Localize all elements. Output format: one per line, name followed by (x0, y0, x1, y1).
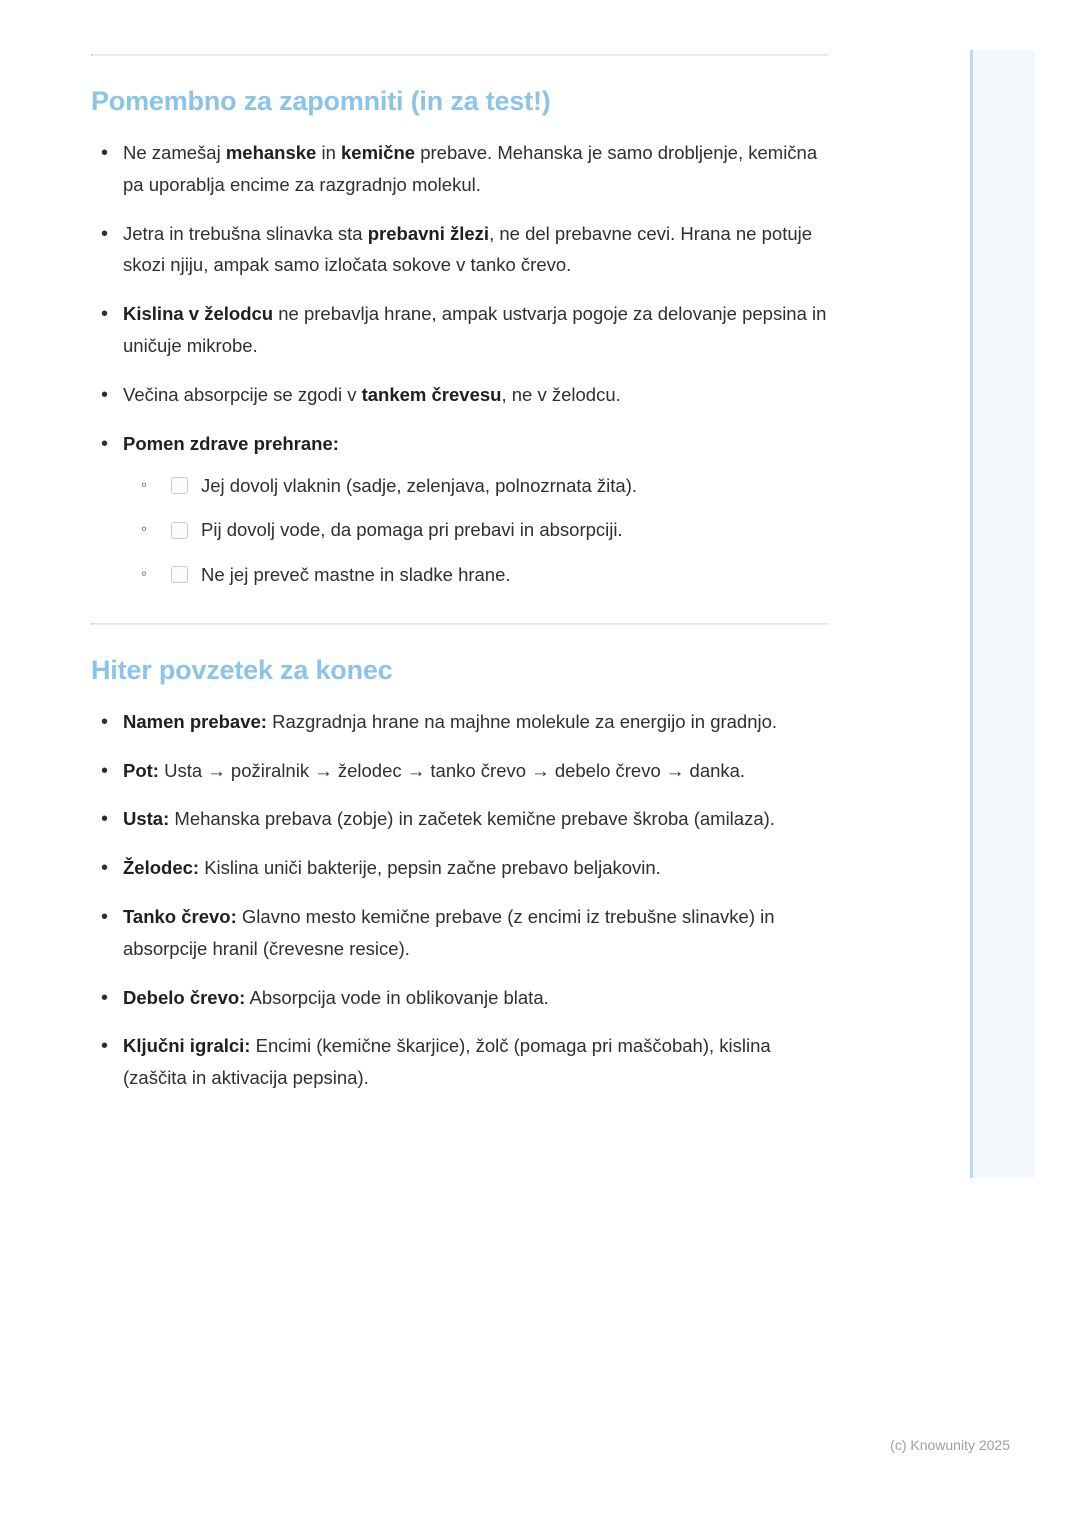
emphasis-text: Pomen zdrave prehrane: (123, 432, 339, 454)
list-item (91, 298, 829, 362)
emphasis-text: mehanske (225, 142, 317, 163)
body-text: in (316, 142, 342, 163)
body-text: Absorpcija vode in oblikovanje blata. (245, 986, 549, 1008)
summary-points-list (91, 706, 829, 1094)
body-text: Ne zamešaj (123, 142, 226, 163)
copyright-footer: (c) Knowunity 2025 (890, 1437, 1010, 1453)
emphasis-text: Usta: (123, 808, 170, 830)
body-text: prebave. Mehanska je samo drobljenje, kemična pa uporablja encime za razgradnjo molekul. (123, 142, 818, 195)
list-item (91, 137, 829, 201)
emphasis-text: tankem črevesu (361, 383, 502, 405)
section-divider-top (91, 54, 829, 56)
body-text: Kislina uniči bakterije, pepsin začne prebavo beljakovin. (199, 857, 661, 879)
body-text: , ne v želodcu. (501, 383, 621, 405)
body-text: Usta → požiralnik → želodec → tanko črevo → debelo črevo → danka. (158, 759, 746, 781)
document-page (91, 0, 829, 1111)
list-item (91, 1030, 829, 1094)
list-item (91, 428, 829, 589)
emphasis-text: Ključni igralci: (123, 1035, 251, 1057)
list-item (91, 218, 829, 282)
body-text: , ne del prebavne cevi. Hrana ne potuje skozi njiju, ampak samo izločata sokove v tanko črevo. (123, 222, 813, 276)
checklist-item (123, 516, 829, 544)
emphasis-text: Namen prebave: (123, 710, 267, 732)
body-text: Mehanska prebava (zobje) in začetek kemične prebave škroba (amilaza). (169, 808, 775, 830)
section-title-important: Pomembno za zapomniti (in za test!) (91, 86, 551, 116)
checklist-item-label: ◦ Ne jej preveč mastne in sladke hrane. (201, 564, 511, 585)
checkbox-icon[interactable] (171, 566, 188, 583)
checklist-item-label: ◦ Pij dovolj vode, da pomaga pri prebavi in absorpciji. (201, 519, 623, 541)
emphasis-text: Debelo črevo: (123, 986, 246, 1008)
body-text: Jetra in trebušna slinavka sta (123, 222, 368, 244)
emphasis-text: Želodec: (123, 857, 200, 879)
section-divider-middle (91, 623, 829, 625)
checklist-item (123, 561, 829, 589)
emphasis-text: kemične (341, 142, 416, 163)
list-item (91, 803, 829, 835)
list-item (91, 755, 829, 787)
body-text: Razgradnja hrane na majhne molekule za energijo in gradnjo. (266, 710, 778, 732)
body-text: Večina absorpcije se zgodi v (123, 383, 362, 405)
emphasis-text: Pot: (123, 759, 159, 781)
section-title-summary: Hiter povzetek za konec (91, 654, 393, 685)
checkbox-icon[interactable] (171, 477, 188, 494)
important-points-list (91, 137, 829, 589)
body-text: ne prebavlja hrane, ampak ustvarja pogoje za delovanje pepsina in uničuje mikrobe. (123, 303, 827, 357)
checkbox-icon[interactable] (171, 522, 188, 539)
emphasis-text: prebavni žlezi (367, 222, 490, 244)
checklist-item-label: ◦ Jej dovolj vlaknin (sadje, zelenjava, polnozrnata žita). (201, 474, 638, 496)
list-item (91, 852, 829, 884)
list-item (91, 982, 829, 1014)
emphasis-text: Tanko črevo: (123, 906, 237, 927)
checklist (123, 472, 829, 589)
body-text: Encimi (kemične škarjice), žolč (pomaga pri maščobah), kislina (zaščita in aktivacija pepsina). (123, 1035, 771, 1089)
list-item (91, 379, 829, 411)
list-item (91, 706, 829, 738)
side-accent-panel (970, 50, 1035, 1178)
emphasis-text: Kislina v želodcu (123, 303, 274, 325)
checklist-item (123, 472, 829, 500)
list-item (91, 901, 829, 965)
body-text: Glavno mesto kemične prebave (z encimi iz trebušne slinavke) in absorpcije hranil (črevesne resice). (123, 906, 775, 959)
